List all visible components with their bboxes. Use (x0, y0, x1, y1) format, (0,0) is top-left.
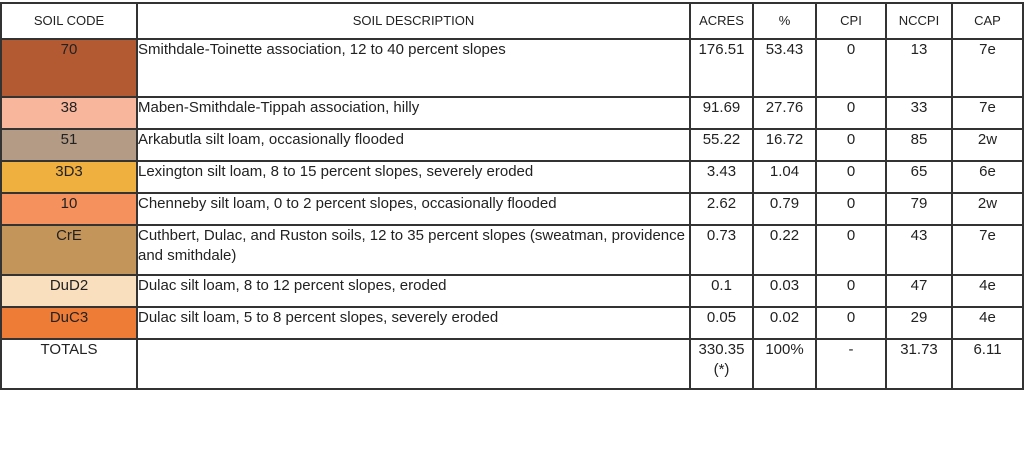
acres-cell: 0.73 (690, 225, 753, 275)
cpi-cell: 0 (816, 275, 886, 307)
soil-description-cell: Chenneby silt loam, 0 to 2 percent slopes, occasionally flooded (137, 193, 690, 225)
cpi-cell: 0 (816, 161, 886, 193)
soil-code-cell: 70 (1, 39, 137, 97)
soil-code-cell: 51 (1, 129, 137, 161)
acres-cell: 0.1 (690, 275, 753, 307)
cpi-cell: 0 (816, 307, 886, 339)
header-row (1, 3, 1023, 39)
table-row (1, 129, 1023, 161)
nccpi-cell: 33 (886, 97, 952, 129)
soil-code-cell: CrE (1, 225, 137, 275)
soil-description-cell: Maben-Smithdale-Tippah association, hilly (137, 97, 690, 129)
header-soil-description: SOIL DESCRIPTION (137, 3, 690, 39)
nccpi-cell: 65 (886, 161, 952, 193)
totals-row (1, 339, 1023, 389)
soil-description-cell: Dulac silt loam, 8 to 12 percent slopes, eroded (137, 275, 690, 307)
table-row (1, 275, 1023, 307)
acres-cell: 176.51 (690, 39, 753, 97)
nccpi-cell: 47 (886, 275, 952, 307)
totals-acres: 330.35(*) (690, 339, 753, 389)
percent-cell: 53.43 (753, 39, 816, 97)
acres-cell: 2.62 (690, 193, 753, 225)
header-acres: ACRES (690, 3, 753, 39)
percent-cell: 0.79 (753, 193, 816, 225)
percent-cell: 0.22 (753, 225, 816, 275)
acres-cell: 0.05 (690, 307, 753, 339)
table-row (1, 307, 1023, 339)
cpi-cell: 0 (816, 129, 886, 161)
table-row (1, 39, 1023, 97)
totals-label: TOTALS (1, 339, 137, 389)
table-row (1, 193, 1023, 225)
soil-description-cell: Dulac silt loam, 5 to 8 percent slopes, severely eroded (137, 307, 690, 339)
soil-description-cell: Arkabutla silt loam, occasionally flooded (137, 129, 690, 161)
acres-cell: 3.43 (690, 161, 753, 193)
totals-cap: 6.11 (952, 339, 1023, 389)
cap-cell: 7e (952, 97, 1023, 129)
soil-table (0, 2, 1024, 390)
header-cpi: CPI (816, 3, 886, 39)
header-nccpi: NCCPI (886, 3, 952, 39)
totals-nccpi: 31.73 (886, 339, 952, 389)
cap-cell: 4e (952, 275, 1023, 307)
percent-cell: 0.02 (753, 307, 816, 339)
soil-code-cell: 10 (1, 193, 137, 225)
cap-cell: 7e (952, 225, 1023, 275)
nccpi-cell: 13 (886, 39, 952, 97)
table-row (1, 225, 1023, 275)
cap-cell: 2w (952, 193, 1023, 225)
soil-code-cell: DuD2 (1, 275, 137, 307)
nccpi-cell: 43 (886, 225, 952, 275)
percent-cell: 1.04 (753, 161, 816, 193)
header-cap: CAP (952, 3, 1023, 39)
totals-percent: 100% (753, 339, 816, 389)
nccpi-cell: 79 (886, 193, 952, 225)
table-row (1, 161, 1023, 193)
cpi-cell: 0 (816, 193, 886, 225)
percent-cell: 16.72 (753, 129, 816, 161)
nccpi-cell: 29 (886, 307, 952, 339)
acres-cell: 91.69 (690, 97, 753, 129)
soil-description-cell: Cuthbert, Dulac, and Ruston soils, 12 to 35 percent slopes (sweatman, providence and smithdale) (137, 225, 690, 275)
soil-code-cell: DuC3 (1, 307, 137, 339)
cap-cell: 2w (952, 129, 1023, 161)
cap-cell: 6e (952, 161, 1023, 193)
percent-cell: 0.03 (753, 275, 816, 307)
cap-cell: 4e (952, 307, 1023, 339)
soil-code-cell: 38 (1, 97, 137, 129)
totals-description-cell (137, 339, 690, 389)
soil-code-cell: 3D3 (1, 161, 137, 193)
header-soil-code: SOIL CODE (1, 3, 137, 39)
percent-cell: 27.76 (753, 97, 816, 129)
table-row (1, 97, 1023, 129)
cpi-cell: 0 (816, 39, 886, 97)
nccpi-cell: 85 (886, 129, 952, 161)
cpi-cell: 0 (816, 97, 886, 129)
soil-description-cell: Lexington silt loam, 8 to 15 percent slopes, severely eroded (137, 161, 690, 193)
soil-description-cell: Smithdale-Toinette association, 12 to 40 percent slopes (137, 39, 690, 97)
totals-cpi: - (816, 339, 886, 389)
cpi-cell: 0 (816, 225, 886, 275)
acres-cell: 55.22 (690, 129, 753, 161)
cap-cell: 7e (952, 39, 1023, 97)
header-percent: % (753, 3, 816, 39)
